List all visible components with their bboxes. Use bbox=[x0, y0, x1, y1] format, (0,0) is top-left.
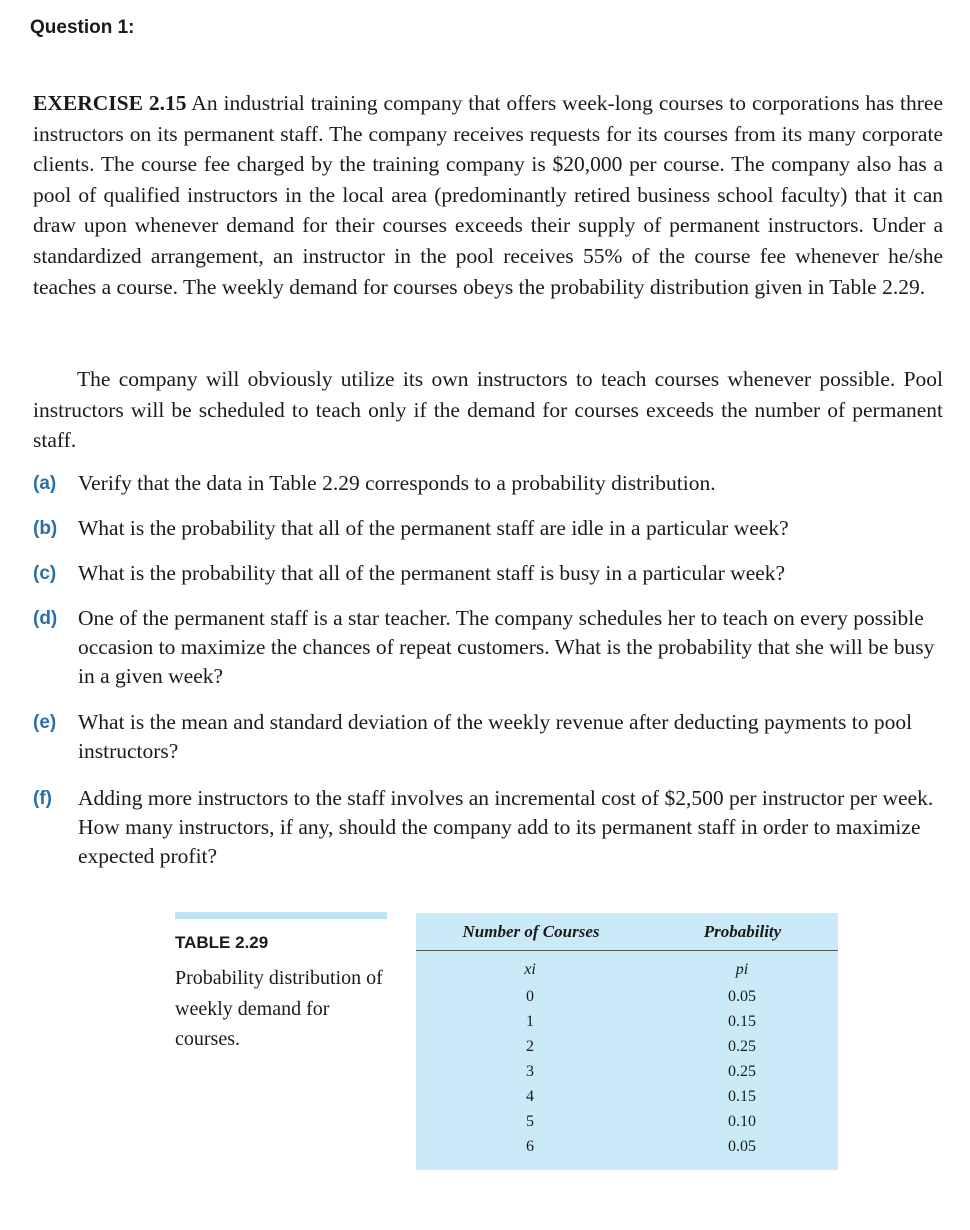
table-cell-x: 1 bbox=[526, 1013, 534, 1030]
part-c bbox=[33, 559, 938, 588]
part-c-label: (c) bbox=[33, 563, 57, 584]
header-number-of-courses: Number of Courses bbox=[462, 922, 600, 941]
header-probability: Probability bbox=[703, 922, 782, 941]
part-d bbox=[33, 604, 938, 691]
table-cell-p: 0.15 bbox=[728, 1013, 756, 1030]
part-b-label: (b) bbox=[33, 518, 58, 539]
part-f bbox=[33, 784, 938, 871]
question-title: Question 1: bbox=[30, 17, 135, 38]
table-cell-p: 0.05 bbox=[728, 988, 756, 1005]
table-cell-x: 4 bbox=[526, 1088, 534, 1105]
part-b bbox=[33, 514, 938, 543]
symbol-p-i: pi bbox=[735, 961, 749, 978]
table-cell-p: 0.25 bbox=[728, 1038, 756, 1055]
table-cell-p: 0.05 bbox=[728, 1138, 756, 1155]
table-header-rule bbox=[416, 950, 838, 951]
symbol-x-i: xi bbox=[524, 961, 536, 978]
part-f-text: Adding more instructors to the staff involves an incremental cost of $2,500 per instructor per week. How many instructors, if any, should the company add to its permanent staff in order to maximize expected profit? bbox=[78, 786, 934, 868]
part-a-label: (a) bbox=[33, 473, 57, 494]
part-a-text: Verify that the data in Table 2.29 corresponds to a probability distribution. bbox=[78, 471, 716, 495]
part-a bbox=[33, 469, 938, 498]
table-cell-x: 3 bbox=[526, 1063, 534, 1080]
table-cell-x: 2 bbox=[526, 1038, 534, 1055]
table-cell-p: 0.15 bbox=[728, 1088, 756, 1105]
exercise-paragraph-1 bbox=[33, 88, 943, 302]
table-description: Probability distribution of weekly demand for courses. bbox=[175, 967, 383, 1050]
probability-table bbox=[416, 913, 838, 1170]
part-b-text: What is the probability that all of the permanent staff are idle in a particular week? bbox=[78, 516, 789, 540]
table-cell-p: 0.10 bbox=[728, 1113, 756, 1130]
table-cell-x: 5 bbox=[526, 1113, 534, 1130]
part-e bbox=[33, 708, 938, 766]
exercise-intro-text: An industrial training company that offers week-long courses to corporations has three instructors on its permanent staff. The company receives requests for its courses from its many corporate clients. The course fee charged by the training company is $20,000 per course. The company also has a pool of qualified instructors in the local area (predominantly retired business school faculty) that it can draw upon whenever demand for their courses exceeds their supply of permanent instructors. Under a standardized arrangement, an instructor in the pool receives 55% of the course fee whenever he/she teaches a course. The weekly demand for courses obeys the probability distribution given in Table 2.29. bbox=[33, 91, 943, 299]
part-f-label: (f) bbox=[33, 788, 52, 809]
table-cell-x: 0 bbox=[526, 988, 534, 1005]
exercise-number: EXERCISE 2.15 bbox=[33, 91, 187, 115]
table-title: TABLE 2.29 bbox=[175, 933, 269, 952]
part-d-label: (d) bbox=[33, 608, 58, 629]
exercise-paragraph-2: The company will obviously utilize its own instructors to teach courses whenever possible. Pool instructors will be scheduled to teach only if the demand for courses exceeds the number of permanent staff. bbox=[33, 367, 943, 453]
part-c-text: What is the probability that all of the permanent staff is busy in a particular week? bbox=[78, 561, 786, 585]
part-d-text: One of the permanent staff is a star teacher. The company schedules her to teach on every possible occasion to maximize the chances of repeat customers. What is the probability that she will be busy in a given week? bbox=[78, 606, 935, 688]
table-caption-accent-bar bbox=[175, 912, 387, 919]
table-cell-x: 6 bbox=[526, 1138, 534, 1155]
part-e-text: What is the mean and standard deviation of the weekly revenue after deducting payments to pool instructors? bbox=[78, 710, 913, 763]
part-e-label: (e) bbox=[33, 712, 57, 733]
table-cell-p: 0.25 bbox=[728, 1063, 756, 1080]
